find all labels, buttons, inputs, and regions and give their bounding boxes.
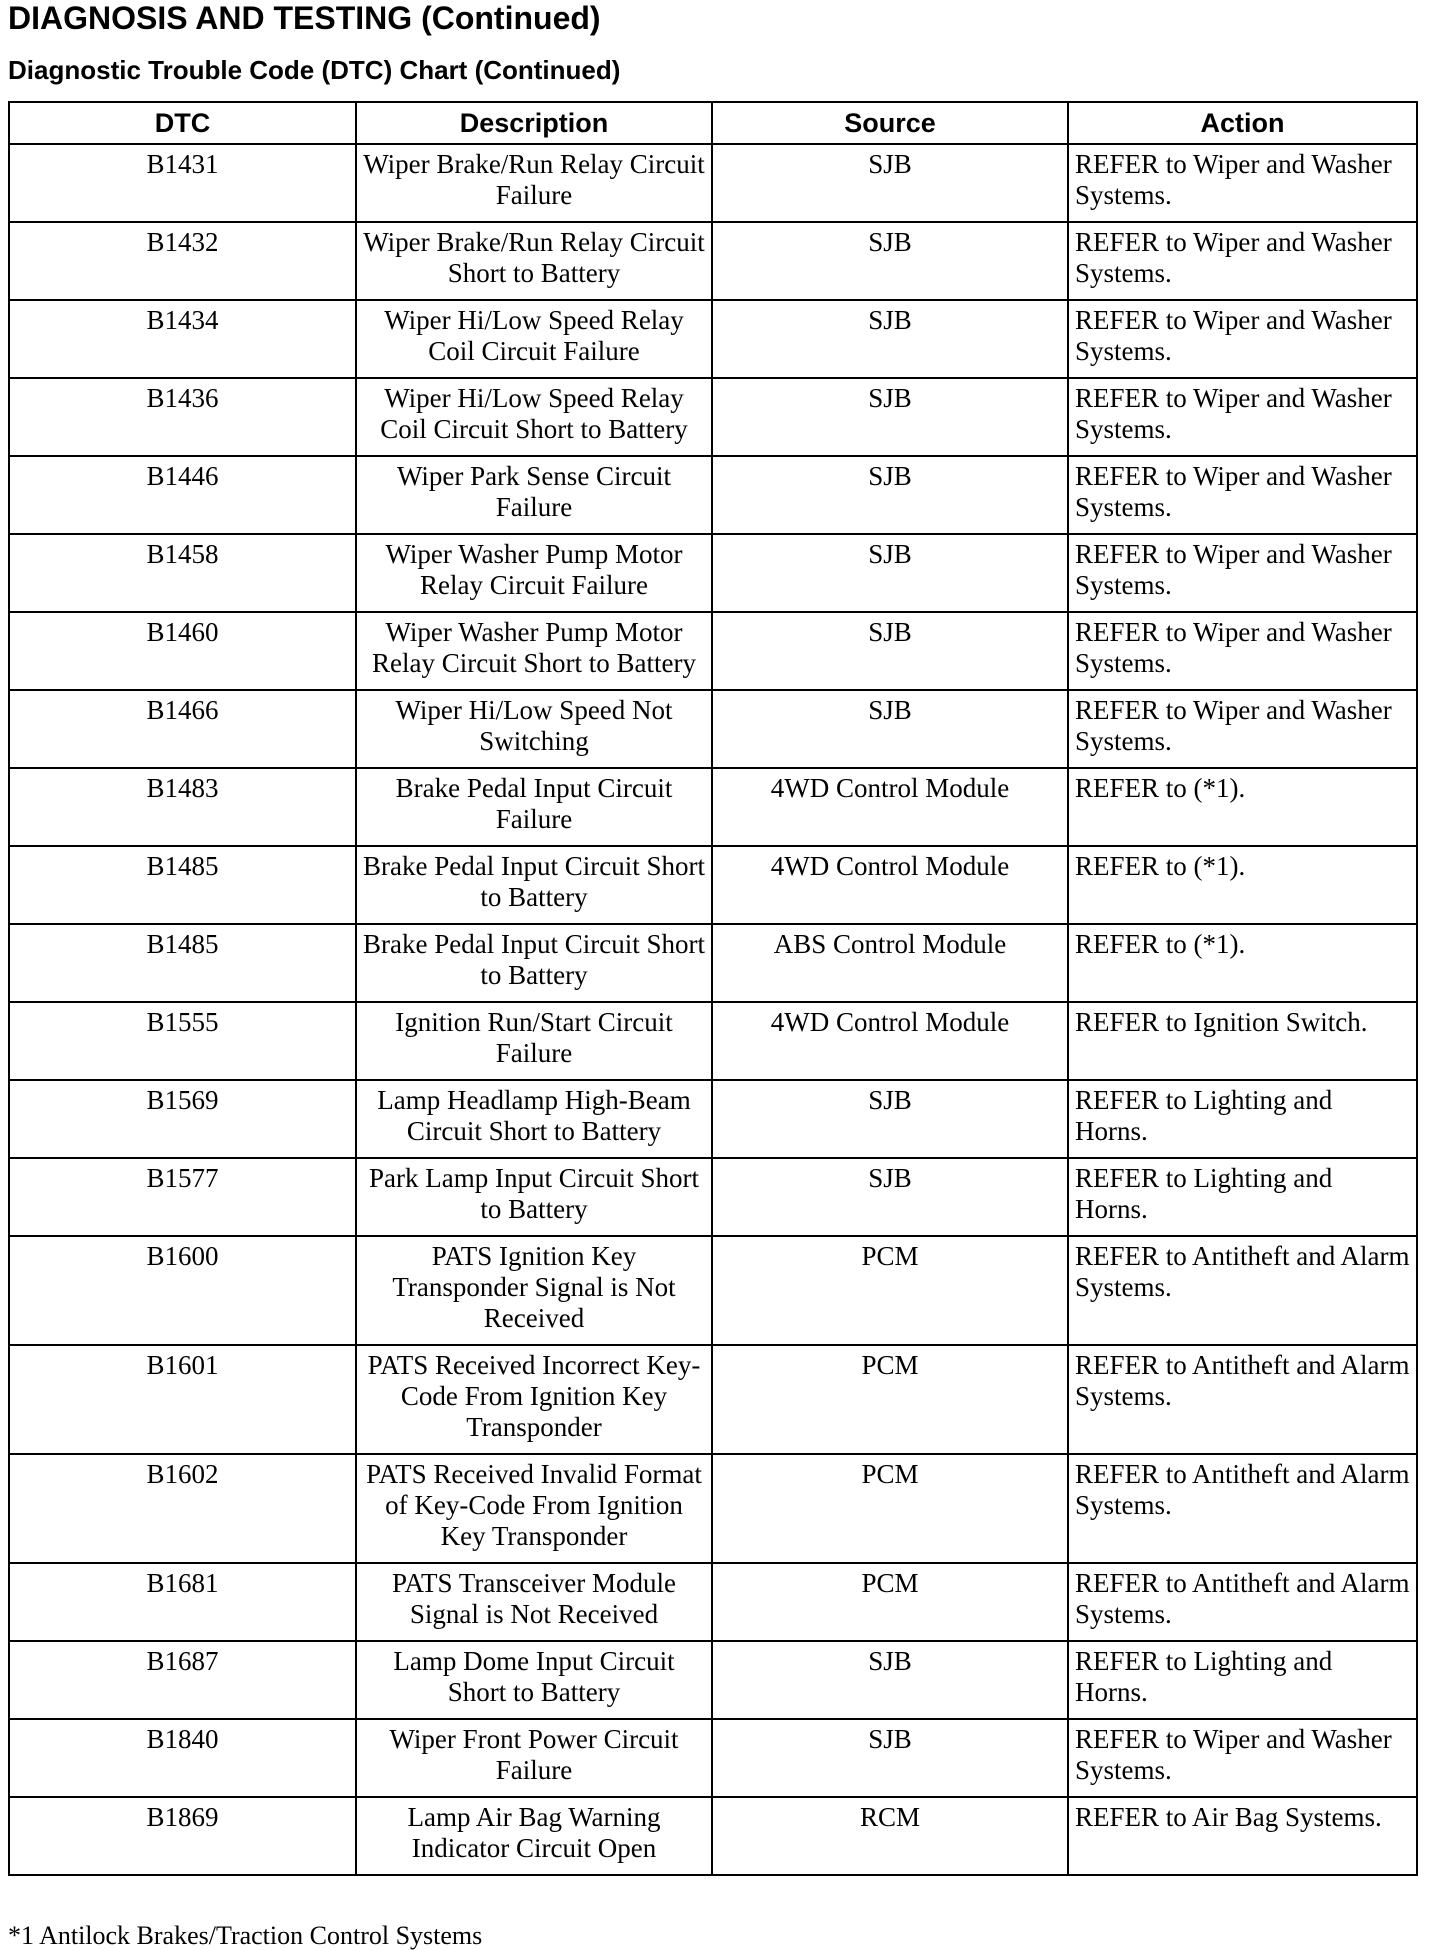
table-row: [9, 1797, 1417, 1875]
table-row: [9, 846, 1417, 924]
table-row: [9, 1454, 1417, 1563]
description-cell: PATS Transceiver Module Signal is Not Received: [356, 1563, 712, 1641]
source-cell: ABS Control Module: [712, 924, 1068, 1002]
section-title: Diagnostic Trouble Code (DTC) Chart (Continued): [8, 55, 621, 85]
source-cell: PCM: [712, 1454, 1068, 1563]
source-cell: PCM: [712, 1236, 1068, 1345]
description-cell: Wiper Front Power Circuit Failure: [356, 1719, 712, 1797]
table-row: [9, 690, 1417, 768]
column-header-action: Action: [1068, 102, 1417, 144]
dtc-code-cell: B1687: [9, 1641, 356, 1719]
description-cell: Wiper Hi/Low Speed Relay Coil Circuit Failure: [356, 300, 712, 378]
dtc-code-cell: B1436: [9, 378, 356, 456]
action-cell: REFER to Wiper and Washer Systems.: [1068, 456, 1417, 534]
page-title: DIAGNOSIS AND TESTING (Continued): [8, 0, 601, 36]
dtc-code-cell: B1458: [9, 534, 356, 612]
description-cell: Wiper Brake/Run Relay Circuit Failure: [356, 144, 712, 222]
description-cell: Wiper Washer Pump Motor Relay Circuit Failure: [356, 534, 712, 612]
table-row: [9, 534, 1417, 612]
source-cell: SJB: [712, 456, 1068, 534]
description-cell: PATS Received Incorrect Key-Code From Ignition Key Transponder: [356, 1345, 712, 1454]
action-cell: REFER to (*1).: [1068, 924, 1417, 1002]
dtc-table: [8, 101, 1418, 1876]
column-header-dtc: DTC: [9, 102, 356, 144]
table-row: [9, 144, 1417, 222]
table-row: [9, 1563, 1417, 1641]
dtc-code-cell: B1485: [9, 846, 356, 924]
dtc-code-cell: B1569: [9, 1080, 356, 1158]
table-row: [9, 300, 1417, 378]
action-cell: REFER to Wiper and Washer Systems.: [1068, 690, 1417, 768]
table-row: [9, 1345, 1417, 1454]
table-row: [9, 456, 1417, 534]
action-cell: REFER to Antitheft and Alarm Systems.: [1068, 1345, 1417, 1454]
dtc-code-cell: B1602: [9, 1454, 356, 1563]
description-cell: Park Lamp Input Circuit Short to Battery: [356, 1158, 712, 1236]
source-cell: SJB: [712, 222, 1068, 300]
source-cell: 4WD Control Module: [712, 846, 1068, 924]
source-cell: SJB: [712, 144, 1068, 222]
table-row: [9, 1641, 1417, 1719]
source-cell: SJB: [712, 378, 1068, 456]
action-cell: REFER to Air Bag Systems.: [1068, 1797, 1417, 1875]
dtc-code-cell: B1483: [9, 768, 356, 846]
column-header-description: Description: [356, 102, 712, 144]
dtc-code-cell: B1485: [9, 924, 356, 1002]
dtc-code-cell: B1446: [9, 456, 356, 534]
description-cell: Lamp Air Bag Warning Indicator Circuit Open: [356, 1797, 712, 1875]
description-cell: Lamp Dome Input Circuit Short to Battery: [356, 1641, 712, 1719]
footnote: *1 Antilock Brakes/Traction Control Systems: [8, 1921, 483, 1950]
dtc-code-cell: B1460: [9, 612, 356, 690]
action-cell: REFER to Wiper and Washer Systems.: [1068, 534, 1417, 612]
table-row: [9, 768, 1417, 846]
table-row: [9, 1080, 1417, 1158]
source-cell: RCM: [712, 1797, 1068, 1875]
dtc-code-cell: B1466: [9, 690, 356, 768]
dtc-code-cell: B1869: [9, 1797, 356, 1875]
source-cell: SJB: [712, 300, 1068, 378]
description-cell: PATS Received Invalid Format of Key-Code From Ignition Key Transponder: [356, 1454, 712, 1563]
table-row: [9, 612, 1417, 690]
action-cell: REFER to Ignition Switch.: [1068, 1002, 1417, 1080]
source-cell: SJB: [712, 690, 1068, 768]
table-row: [9, 378, 1417, 456]
dtc-code-cell: B1432: [9, 222, 356, 300]
table-header-row: [9, 102, 1417, 144]
description-cell: Ignition Run/Start Circuit Failure: [356, 1002, 712, 1080]
action-cell: REFER to Wiper and Washer Systems.: [1068, 612, 1417, 690]
action-cell: REFER to (*1).: [1068, 846, 1417, 924]
source-cell: 4WD Control Module: [712, 1002, 1068, 1080]
source-cell: SJB: [712, 1719, 1068, 1797]
description-cell: Brake Pedal Input Circuit Short to Battery: [356, 846, 712, 924]
source-cell: SJB: [712, 1641, 1068, 1719]
table-row: [9, 1002, 1417, 1080]
source-cell: SJB: [712, 612, 1068, 690]
action-cell: REFER to Wiper and Washer Systems.: [1068, 300, 1417, 378]
description-cell: Brake Pedal Input Circuit Short to Battery: [356, 924, 712, 1002]
table-row: [9, 222, 1417, 300]
table-row: [9, 1236, 1417, 1345]
dtc-code-cell: B1431: [9, 144, 356, 222]
dtc-code-cell: B1577: [9, 1158, 356, 1236]
dtc-code-cell: B1434: [9, 300, 356, 378]
dtc-code-cell: B1840: [9, 1719, 356, 1797]
action-cell: REFER to Wiper and Washer Systems.: [1068, 378, 1417, 456]
action-cell: REFER to Lighting and Horns.: [1068, 1080, 1417, 1158]
action-cell: REFER to (*1).: [1068, 768, 1417, 846]
action-cell: REFER to Antitheft and Alarm Systems.: [1068, 1236, 1417, 1345]
description-cell: Lamp Headlamp High-Beam Circuit Short to Battery: [356, 1080, 712, 1158]
description-cell: Wiper Hi/Low Speed Relay Coil Circuit Short to Battery: [356, 378, 712, 456]
description-cell: Wiper Hi/Low Speed Not Switching: [356, 690, 712, 768]
source-cell: 4WD Control Module: [712, 768, 1068, 846]
description-cell: PATS Ignition Key Transponder Signal is Not Received: [356, 1236, 712, 1345]
source-cell: SJB: [712, 534, 1068, 612]
description-cell: Wiper Brake/Run Relay Circuit Short to Battery: [356, 222, 712, 300]
source-cell: SJB: [712, 1080, 1068, 1158]
table-row: [9, 1719, 1417, 1797]
column-header-source: Source: [712, 102, 1068, 144]
dtc-code-cell: B1601: [9, 1345, 356, 1454]
source-cell: SJB: [712, 1158, 1068, 1236]
description-cell: Wiper Washer Pump Motor Relay Circuit Short to Battery: [356, 612, 712, 690]
action-cell: REFER to Antitheft and Alarm Systems.: [1068, 1454, 1417, 1563]
action-cell: REFER to Wiper and Washer Systems.: [1068, 1719, 1417, 1797]
source-cell: PCM: [712, 1563, 1068, 1641]
table-row: [9, 924, 1417, 1002]
description-cell: Brake Pedal Input Circuit Failure: [356, 768, 712, 846]
dtc-code-cell: B1600: [9, 1236, 356, 1345]
dtc-code-cell: B1555: [9, 1002, 356, 1080]
action-cell: REFER to Lighting and Horns.: [1068, 1641, 1417, 1719]
action-cell: REFER to Lighting and Horns.: [1068, 1158, 1417, 1236]
description-cell: Wiper Park Sense Circuit Failure: [356, 456, 712, 534]
action-cell: REFER to Wiper and Washer Systems.: [1068, 144, 1417, 222]
source-cell: PCM: [712, 1345, 1068, 1454]
dtc-code-cell: B1681: [9, 1563, 356, 1641]
action-cell: REFER to Wiper and Washer Systems.: [1068, 222, 1417, 300]
table-body: [9, 144, 1417, 1875]
table-row: [9, 1158, 1417, 1236]
action-cell: REFER to Antitheft and Alarm Systems.: [1068, 1563, 1417, 1641]
